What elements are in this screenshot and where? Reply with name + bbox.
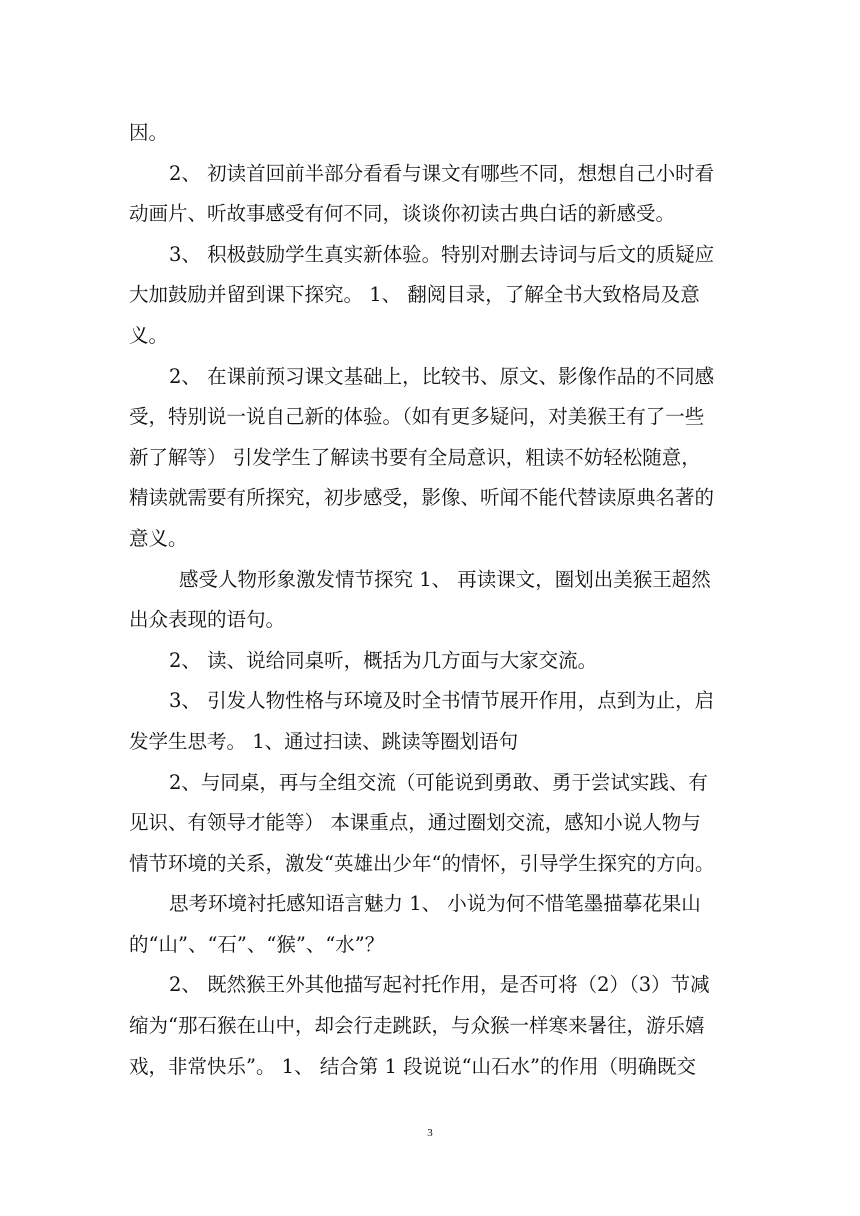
text-line: 感受人物形象激发情节探究 1、 再读课文，圈划出美猴王超然 — [179, 567, 711, 591]
text-line: 见识、有领导才能等） 本课重点，通过圈划交流，感知小说人物与 — [129, 811, 701, 835]
text-line: 的“山”、“石”、“猴”、“水”？ — [129, 932, 385, 956]
text-line: 动画片、听故事感受有何不同，谈谈你初读古典白话的新感受。 — [129, 202, 676, 226]
text-line: 意义。 — [129, 526, 188, 550]
document-body — [129, 113, 737, 1087]
page-number: 3 — [427, 1127, 433, 1139]
text-line: 2、 既然猴王外其他描写起衬托作用，是否可将（2）（3）节减 — [169, 973, 710, 997]
text-line: 2、 初读首回前半部分看看与课文有哪些不同，想想自己小时看 — [169, 161, 715, 185]
text-line: 大加鼓励并留到课下探究。 1、 翻阅目录，了解全书大致格局及意 — [129, 283, 700, 307]
text-line: 2、与同桌，再与全组交流（可能说到勇敢、勇于尝试实践、有 — [169, 770, 708, 794]
text-line: 精读就需要有所探究，初步感受，影像、听闻不能代替读原典名著的 — [129, 486, 715, 510]
text-line: 2、 在课前预习课文基础上，比较书、原文、影像作品的不同感 — [169, 364, 715, 388]
text-line: 受，特别说一说自己新的体验。（如有更多疑问，对美猴王有了一些 — [129, 405, 705, 429]
text-line: 发学生思考。 1、通过扫读、跳读等圈划语句 — [129, 729, 519, 753]
text-line: 戏，非常快乐”。 1、 结合第 1 段说说“山石水”的作用（明确既交 — [129, 1054, 697, 1078]
text-line: 2、 读、说给同桌听，概括为几方面与大家交流。 — [169, 648, 598, 672]
text-line: 情节环境的关系，激发“英雄出少年“的情怀，引导学生探究的方向。 — [129, 851, 715, 875]
text-line: 缩为“那石猴在山中，却会行走跳跃，与众猴一样寒来暑往，游乐嬉 — [129, 1014, 705, 1038]
text-line: 新了解等） 引发学生了解读书要有全局意识，粗读不妨轻松随意， — [129, 445, 701, 469]
text-line: 3、 引发人物性格与环境及时全书情节展开作用，点到为止，启 — [169, 689, 715, 713]
text-line: 义。 — [129, 323, 169, 347]
text-line: 3、 积极鼓励学生真实新体验。特别对删去诗词与后文的质疑应 — [169, 242, 715, 266]
text-line: 思考环境衬托感知语言魅力 1、 小说为何不惜笔墨描摹花果山 — [169, 892, 701, 916]
text-line: 出众表现的语句。 — [129, 608, 286, 632]
text-line: 因。 — [129, 121, 169, 144]
